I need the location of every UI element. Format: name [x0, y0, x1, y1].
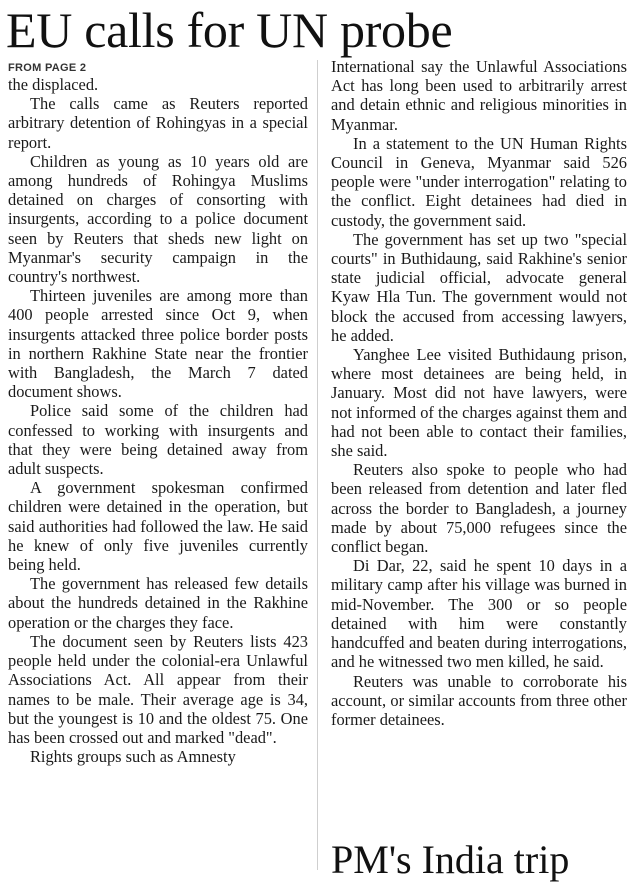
paragraph: International say the Unlawful Associations Act has long been used to arbitrarily arrest and detain ethnic and religious minorities in Myanmar.: [331, 57, 627, 134]
paragraph: Di Dar, 22, said he spent 10 days in a military camp after his village was burned in mid-November. The 300 or so people detained with him were constantly handcuffed and beaten during interrogations, and he witnessed two men killed, he said.: [331, 556, 627, 672]
paragraph: Children as young as 10 years old are among hundreds of Rohingya Muslims detained on charges of consorting with insurgents, according to a police document seen by Reuters that sheds new light on Myanmar's security campaign in the country's northwest.: [8, 151, 308, 287]
left-column: [8, 60, 308, 766]
right-column: [331, 57, 627, 729]
paragraph: A government spokesman confirmed children were detained in the operation, but said authorities had followed the law. He said he knew of only five juveniles currently being held.: [8, 478, 308, 575]
jump-label: FROM PAGE 2: [8, 62, 87, 74]
paragraph: The document seen by Reuters lists 423 people held under the colonial-era Unlawful Associations Act. All appear from their names to be male. Their average age is 34, but the youngest is 10 and the oldest 75. One has been crossed out and marked "dead".: [8, 631, 308, 747]
headline: EU calls for UN probe: [6, 2, 453, 58]
paragraph: The calls came as Reuters reported arbitrary detention of Rohingyas in a special report.: [8, 94, 308, 152]
paragraph: In a statement to the UN Human Rights Council in Geneva, Myanmar said 526 people were "under interrogation" relating to the conflict. Eight detainees had died in custody, the government said.: [331, 133, 627, 230]
paragraph: Police said some of the children had confessed to working with insurgents and that they were being detained away from adult suspects.: [8, 401, 308, 479]
paragraph: The government has released few details about the hundreds detained in the Rakhine operation or the charges they face.: [8, 574, 308, 632]
paragraph: The government has set up two "special courts" in Buthidaung, said Rakhine's senior state judicial official, advocate general Kyaw Hla Tun. The government would not block the accused from accessing lawyers, he added.: [331, 229, 627, 345]
column-divider: [317, 60, 318, 870]
paragraph: Thirteen juveniles are among more than 400 people arrested since Oct 9, when insurgents attacked three police border posts in northern Rakhine State near the frontier with Bangladesh, the March 7 dated document shows.: [8, 286, 308, 402]
next-article-headline: PM's India trip: [331, 837, 570, 882]
paragraph: Rights groups such as Amnesty: [30, 747, 236, 767]
paragraph: Reuters was unable to corroborate his account, or similar accounts from three other former detainees.: [331, 671, 627, 729]
paragraph: Yanghee Lee visited Buthidaung prison, where most detainees are being held, in January. Most did not have lawyers, were not informed of the charges against them and had not been able to contact their families, she said.: [331, 345, 628, 461]
paragraph: Reuters also spoke to people who had been released from detention and later fled across the border to Bangladesh, a journey made by about 75,000 refugees since the conflict began.: [331, 460, 627, 557]
paragraph: the displaced.: [8, 75, 99, 94]
